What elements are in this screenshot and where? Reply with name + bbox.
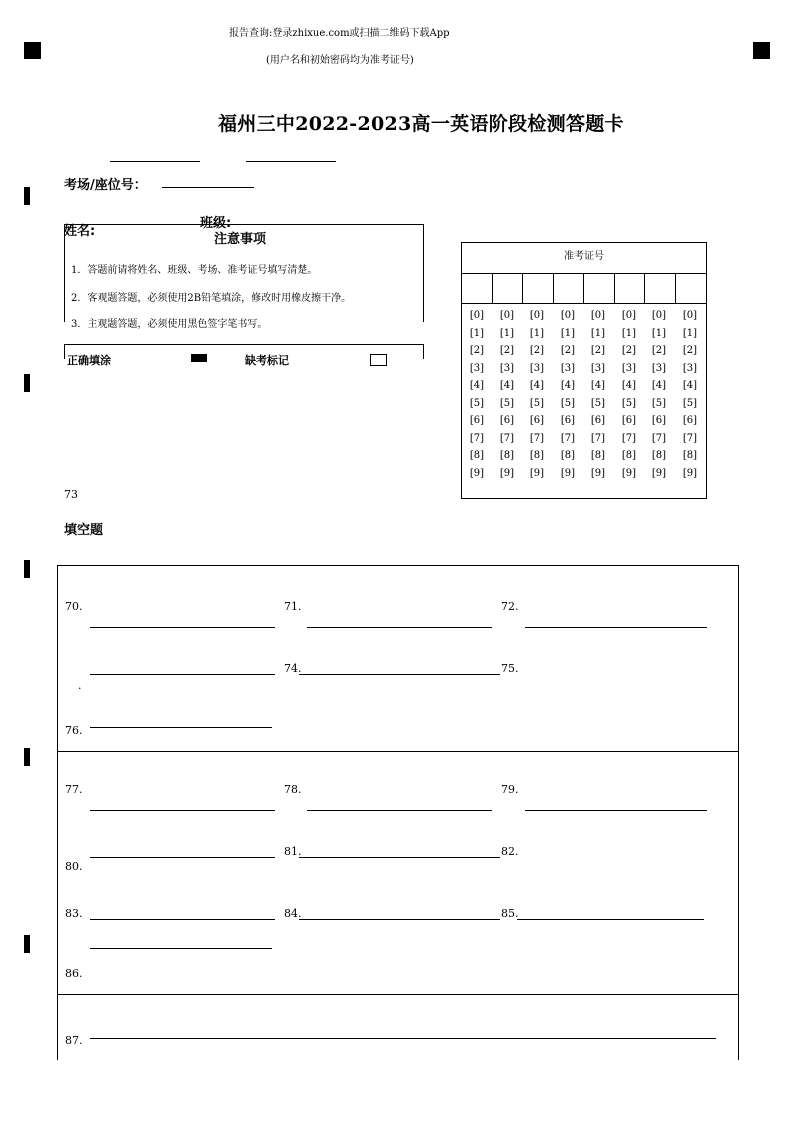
digit-bubble[interactable]: [7] — [529, 432, 545, 444]
digit-bubble[interactable]: [4] — [499, 380, 515, 391]
grid-col-line-7 — [675, 273, 676, 303]
grid-col-line-6 — [644, 273, 645, 303]
grid-col-line-2 — [522, 273, 523, 303]
digit-bubble[interactable]: [9] — [651, 467, 667, 479]
digit-bubble[interactable]: [6] — [621, 415, 637, 426]
digit-bubble[interactable]: [4] — [529, 380, 545, 391]
digit-bubble[interactable]: [0] — [469, 310, 485, 321]
digit-bubble[interactable]: [7] — [682, 432, 698, 444]
side-mark-5 — [24, 935, 30, 953]
corner-mark-top-right — [753, 42, 770, 59]
digit-bubble[interactable]: [2] — [529, 345, 545, 356]
q77-answer-line[interactable] — [90, 810, 275, 811]
digit-bubble[interactable]: [3] — [682, 362, 698, 374]
correct-fill-mark — [191, 354, 207, 362]
q84-label: 84. — [284, 907, 302, 920]
digit-column-8 — [675, 307, 705, 482]
digit-bubble[interactable]: [8] — [590, 450, 606, 461]
digit-bubble[interactable]: [5] — [560, 397, 576, 409]
exam-seat-label: 考场/座位号： — [64, 178, 147, 193]
digit-bubble[interactable]: [4] — [560, 380, 576, 391]
digit-bubble[interactable]: [9] — [590, 467, 606, 479]
password-note: (用户名和初始密码均为准考证号) — [266, 55, 414, 66]
q75-label: 75. — [501, 662, 519, 675]
grid-line-2 — [462, 303, 706, 304]
digit-bubble[interactable]: [2] — [590, 345, 606, 356]
q84-answer-line[interactable] — [299, 919, 500, 920]
digit-bubble[interactable]: [5] — [529, 397, 545, 409]
digit-bubble[interactable]: [8] — [499, 450, 515, 461]
q87-answer-line[interactable] — [90, 1038, 716, 1039]
digit-bubble[interactable]: [2] — [499, 345, 515, 356]
q80-answer-line[interactable] — [90, 857, 275, 858]
digit-bubble[interactable]: [5] — [621, 397, 637, 409]
correct-fill-label: 正确填涂 — [67, 354, 111, 367]
digit-bubble[interactable]: [3] — [590, 362, 606, 374]
digit-bubble[interactable]: [0] — [590, 310, 606, 321]
digit-bubble[interactable]: [5] — [682, 397, 698, 409]
fill-sample-box — [64, 344, 424, 367]
fill-in-section-title: 填空题 — [64, 523, 104, 538]
digit-bubble[interactable]: [8] — [560, 450, 576, 461]
q78-answer-line[interactable] — [307, 810, 492, 811]
exam-seat-field[interactable] — [162, 187, 254, 188]
grid-col-line-4 — [583, 273, 584, 303]
q85-label: 85. — [501, 907, 519, 920]
digit-bubble[interactable]: [1] — [469, 327, 485, 339]
digit-bubble[interactable]: [9] — [682, 467, 698, 479]
blank-line-a — [110, 161, 200, 162]
digit-bubble[interactable]: [6] — [651, 415, 667, 426]
digit-bubble[interactable]: [1] — [529, 327, 545, 339]
admission-number-title: 准考证号 — [564, 251, 604, 262]
notice-item-3: 3．主观题答题，必须使用黑色签字笔书写。 — [71, 319, 268, 330]
digit-bubble[interactable]: [6] — [682, 415, 698, 426]
digit-bubble[interactable]: [4] — [682, 380, 698, 391]
corner-mark-top-left — [24, 42, 41, 59]
digit-bubble[interactable]: [0] — [560, 310, 576, 321]
q80-label: 80. — [65, 860, 83, 873]
q71-answer-line[interactable] — [307, 627, 492, 628]
digit-bubble[interactable]: [4] — [590, 380, 606, 391]
digit-bubble[interactable]: [8] — [469, 450, 485, 461]
digit-column-5 — [583, 307, 613, 482]
digit-bubble[interactable]: [3] — [469, 362, 485, 374]
q76-answer-line[interactable] — [90, 727, 272, 728]
q86-answer-line[interactable] — [90, 948, 272, 949]
digit-column-4 — [553, 307, 583, 482]
digit-bubble[interactable]: [1] — [590, 327, 606, 339]
q73-answer-line[interactable] — [90, 674, 275, 675]
digit-bubble[interactable]: [9] — [499, 467, 515, 479]
answer-section-2 — [57, 750, 739, 995]
q74-label: 74. — [284, 662, 302, 675]
admission-number-grid — [461, 242, 707, 499]
q71-label: 71. — [284, 600, 302, 613]
digit-bubble[interactable]: [7] — [621, 432, 637, 444]
digit-bubble[interactable]: [3] — [621, 362, 637, 374]
q76-label: 76. — [65, 724, 83, 737]
digit-bubble[interactable]: [3] — [560, 362, 576, 374]
notice-title: 注意事项 — [214, 232, 267, 247]
digit-bubble[interactable]: [7] — [469, 432, 485, 444]
digit-bubble[interactable]: [5] — [651, 397, 667, 409]
digit-bubble[interactable]: [9] — [560, 467, 576, 479]
digit-bubble[interactable]: [2] — [682, 345, 698, 356]
q72-label: 72. — [501, 600, 519, 613]
digit-column-2 — [492, 307, 522, 482]
missing-mark-label: 缺考标记 — [245, 354, 289, 367]
digit-bubble[interactable]: [8] — [529, 450, 545, 461]
q72-answer-line[interactable] — [525, 627, 707, 628]
class-label: 班级: — [200, 216, 232, 231]
grid-col-line-1 — [492, 273, 493, 303]
digit-column-1 — [462, 307, 492, 482]
q81-label: 81. — [284, 845, 302, 858]
page-title: 福州三中2022-2023高一英语阶段检测答题卡 — [218, 113, 624, 135]
report-query-line: 报告查询:登录zhixue.com或扫描二维码下载App — [229, 28, 450, 39]
blank-line-b — [246, 161, 336, 162]
digit-bubble[interactable]: [2] — [560, 345, 576, 356]
digit-bubble[interactable]: [9] — [469, 467, 485, 479]
q70-answer-line[interactable] — [90, 627, 275, 628]
notice-box — [64, 224, 424, 330]
grid-line-1 — [462, 273, 706, 274]
digit-bubble[interactable]: [1] — [621, 327, 637, 339]
digit-bubble[interactable]: [7] — [560, 432, 576, 444]
digit-bubble[interactable]: [0] — [529, 310, 545, 321]
digit-column-3 — [522, 307, 552, 482]
digit-bubble[interactable]: [1] — [560, 327, 576, 339]
digit-column-6 — [614, 307, 644, 482]
notice-item-2: 2．客观题答题，必须使用2B铅笔填涂，修改时用橡皮擦干净。 — [71, 293, 352, 304]
digit-bubble[interactable]: [0] — [621, 310, 637, 321]
q82-label: 82. — [501, 845, 519, 858]
digit-bubble[interactable]: [3] — [529, 362, 545, 374]
notice-item-1: 1．答题前请将姓名、班级、考场、准考证号填写清楚。 — [71, 265, 318, 276]
digit-bubble[interactable]: [4] — [469, 380, 485, 391]
digit-bubble[interactable]: [7] — [499, 432, 515, 444]
digit-bubble[interactable]: [7] — [651, 432, 667, 444]
digit-column-7 — [644, 307, 674, 482]
missing-mark-box[interactable] — [370, 354, 387, 366]
digit-bubble[interactable]: [5] — [469, 397, 485, 409]
side-mark-1 — [24, 187, 30, 205]
stray-number: 73 — [64, 488, 78, 501]
digit-bubble[interactable]: [8] — [682, 450, 698, 461]
digit-bubble[interactable]: [3] — [499, 362, 515, 374]
q78-label: 78. — [284, 783, 302, 796]
q85-answer-line[interactable] — [517, 919, 704, 920]
digit-bubble[interactable]: [6] — [560, 415, 576, 426]
digit-bubble[interactable]: [1] — [682, 327, 698, 339]
digit-bubble[interactable]: [3] — [651, 362, 667, 374]
digit-bubble[interactable]: [0] — [682, 310, 698, 321]
q74-answer-line[interactable] — [299, 674, 500, 675]
q79-answer-line[interactable] — [525, 810, 707, 811]
answer-section-3 — [57, 994, 739, 1060]
digit-bubble[interactable]: [2] — [651, 345, 667, 356]
q70-label: 70. — [65, 600, 83, 613]
digit-bubble[interactable]: [8] — [651, 450, 667, 461]
q86-label: 86. — [65, 967, 83, 980]
q77-label: 77. — [65, 783, 83, 796]
digit-bubble[interactable]: [4] — [651, 380, 667, 391]
digit-bubble[interactable]: [6] — [469, 415, 485, 426]
side-mark-2 — [24, 374, 30, 392]
grid-col-line-5 — [614, 273, 615, 303]
digit-bubble[interactable]: [0] — [499, 310, 515, 321]
name-label: 姓名: — [64, 224, 96, 239]
side-mark-3 — [24, 560, 30, 578]
q81-answer-line[interactable] — [299, 857, 500, 858]
digit-bubble[interactable]: [5] — [499, 397, 515, 409]
digit-bubble[interactable]: [6] — [499, 415, 515, 426]
digit-bubble[interactable]: [9] — [621, 467, 637, 479]
digit-bubble[interactable]: [7] — [590, 432, 606, 444]
digit-bubble[interactable]: [1] — [651, 327, 667, 339]
answer-section-1 — [57, 565, 739, 752]
grid-col-line-3 — [553, 273, 554, 303]
q83-label: 83. — [65, 907, 83, 920]
q83-answer-line[interactable] — [90, 919, 275, 920]
q87-label: 87. — [65, 1034, 83, 1047]
digit-bubble[interactable]: [6] — [590, 415, 606, 426]
q79-label: 79. — [501, 783, 519, 796]
digit-bubble[interactable]: [0] — [651, 310, 667, 321]
digit-bubble[interactable]: [2] — [621, 345, 637, 356]
side-mark-4 — [24, 748, 30, 766]
digit-bubble[interactable]: [2] — [469, 345, 485, 356]
digit-bubble[interactable]: [9] — [529, 467, 545, 479]
digit-bubble[interactable]: [8] — [621, 450, 637, 461]
digit-bubble[interactable]: [5] — [590, 397, 606, 409]
digit-bubble[interactable]: [6] — [529, 415, 545, 426]
digit-bubble[interactable]: [4] — [621, 380, 637, 391]
q73-dot: . — [78, 679, 82, 692]
digit-bubble[interactable]: [1] — [499, 327, 515, 339]
